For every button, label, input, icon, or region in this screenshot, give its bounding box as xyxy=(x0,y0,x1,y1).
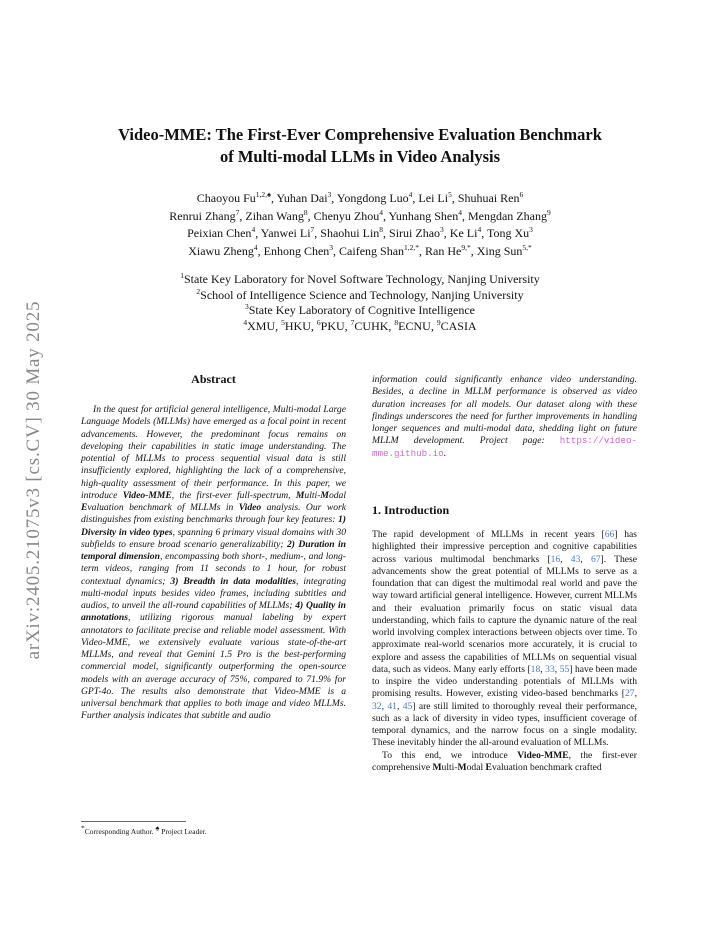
abstract-heading: Abstract xyxy=(191,372,236,386)
arxiv-identifier: arXiv:2405.21075v3 [cs.CV] 30 May 2025 xyxy=(23,300,44,660)
affiliation-list xyxy=(95,272,625,334)
author-line: Xiawu Zheng$^4$, Enhong Chen$^3$, Caifeng Shan$^{1,2,*}$, Ran $He^{9,*}$, Xing Sun$^{5,*}$ xyxy=(188,242,532,258)
footnote-rule xyxy=(81,821,186,822)
intro-paragraph: The rapid development of MLLMs in recent years [66] has highlighted their impressive perception and cognitive capabilities across various multimodal benchmarks [16, 43, 67]. These advancements show the great potential of MLLMs to serve as a foundation that can digest the multimodal real world and pave the way toward artificial general intelligence. However, current MLLMs and their evaluation primarily focus on static visual data understanding, which fails to capture the dynamic nature of the real world involving complex interactions between objects over time. To approximate real-world scenarios more accurately, it is crucial to explore and assess the capabilities of MLLMs on sequential visual data, such as videos. Many early efforts [18, 33, 55] have been made to inspire the video understanding potentials of MLLMs with promising results. However, existing video-based benchmarks [27, 32, 41, 45] are still limited to thoroughly reveal their performance, such as a lack of diversity in video types, insufficient coverage of temporal dynamics, and the narrow focus on a single modality. These inevitably hinder the all-around evaluation of MLLMs. xyxy=(372,529,638,749)
affiliation-line: $^3$State Key Laboratory of Cognitive Intelligence xyxy=(244,302,475,317)
introduction-body xyxy=(372,529,637,774)
author-line: Chaoyou $Fu^{1,2,♠}$, Yuhan Dai$^3$, Yongdong Luo$^4$, Lei Li$^5$, Shuhuai Ren$^6$ xyxy=(196,190,524,205)
author-line: Renrui Zhang$^7$, Zihan Wang$^8$, Chenyu Zhou$^4$, Yunhang Shen$^4$, Mengdan Zhang$^9$ xyxy=(169,207,551,223)
title-line: Video-MME: The First-Ever Comprehensive Evaluation Benchmark xyxy=(118,125,602,144)
abstract-continuation: information could significantly enhance video understanding. Besides, a decline in MLLM performance is observed as video duration increases for all models. Our dataset along with these findings underscores the need for further improvements in handling longer sequences and multi-modal data, shedding light on future MLLM development. Project page: https://video-mme.github.io. xyxy=(372,374,637,459)
arxiv-sidebar-stamp xyxy=(20,270,48,690)
abstract-body: In the quest for artificial general intelligence, Multi-modal Large Language Models (MLLMs) have emerged as a focal point in recent advancements. However, the predominant focus remains on developing their capabilities in static image understanding. The potential of MLLMs to process sequential visual data is still insufficiently explored, highlighting the lack of a comprehensive, high-quality assessment of their performance. In this paper, we introduce Video-MME, the first-ever full-spectrum, Multi-Modal Evaluation benchmark of MLLMs in Video analysis. Our work distinguishes from existing benchmarks through four key features: 1) Diversity in video types, spanning 6 primary visual domains with 30 subfields to ensure broad scenario generalizability; 2) Duration in temporal dimension, encompassing both short-, medium-, and long-term videos, ranging from 11 seconds to 1 hour, for robust contextual dynamics; 3) Breadth in data modalities, integrating multi-modal inputs besides video frames, including subtitles and audios, to unveil the all-round capabilities of MLLMs; 4) Quality in annotations, utilizing rigorous manual labeling by expert annotators to facilitate precise and reliable model assessment. With Video-MME, we extensively evaluate various state-of-the-art MLLMs, and reveal that Gemini 1.5 Pro is the best-performing commercial model, significantly outperforming the open-source models with an average accuracy of 75%, compared to 71.9% for GPT-4o. The results also demonstrate that Video-MME is a universal benchmark that applies to both image and video MLLMs. Further analysis indicates that subtitle and audio xyxy=(81,404,347,722)
paper-title xyxy=(95,124,625,168)
section-heading: 1. Introduction xyxy=(372,503,450,517)
intro-paragraph: To this end, we introduce Video-MME, the first-ever comprehensive Multi-Modal Evaluation benchmark crafted xyxy=(372,749,637,773)
title-line: of Multi-modal LLMs in Video Analysis xyxy=(219,147,501,166)
affiliation-line: $^2$School of Intelligence Science and Technology, Nanjing University xyxy=(196,286,524,302)
author-line: Peixian Chen$^4$, Yanwei Li$^7$, Shaohui Lin$^8$, Sirui Zhao$^3$, Ke Li$^4$, Tong Xu$^3$ xyxy=(187,225,533,241)
affiliation-line: $^4$XMU, $^5$HKU, $^6$PKU, $^7$CUHK, $^8$ECNU, $^9$CASIA xyxy=(243,317,477,333)
affiliation-line: $^1$State Key Laboratory for Novel Software Technology, Nanjing University xyxy=(180,271,540,286)
author-list xyxy=(95,190,625,260)
footnote: *Corresponding Author. ♠ Project Leader. xyxy=(81,823,207,836)
